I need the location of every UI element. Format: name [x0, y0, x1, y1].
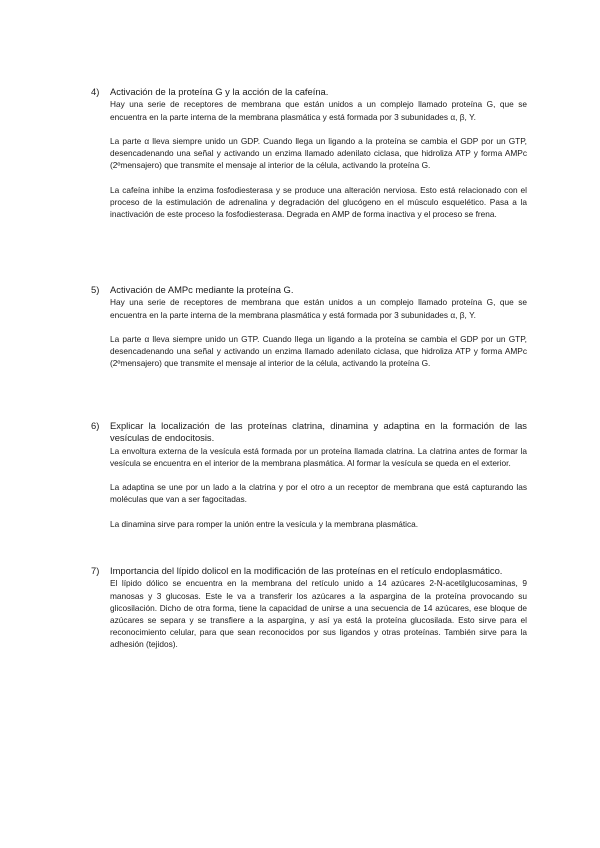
section-title: Activación de la proteína G y la acción de la cafeína. [110, 86, 329, 97]
section-heading [91, 86, 527, 98]
section-heading [91, 565, 527, 577]
section-heading [91, 420, 527, 445]
section-number: 4) [91, 86, 100, 97]
paragraph: La adaptina se une por un lado a la clatrina y por el otro a un receptor de membrana que está capturando las moléculas que van a ser fagocitadas. [110, 482, 527, 505]
section-title: Activación de AMPc mediante la proteína G. [110, 284, 294, 295]
section-6 [91, 420, 527, 530]
paragraph: Hay una serie de receptores de membrana que están unidos a un complejo llamado proteína G, que se encuentra en la parte interna de la membrana plasmática y está formada por 3 subunidades α, β, Y. [110, 99, 527, 122]
paragraph: La envoltura externa de la vesícula está formada por un proteína llamada clatrina. La clatrina antes de formar la vesícula se encuentra en el interior de la membrana plasmática. Al formar la vesícula se queda en el exterior. [110, 445, 527, 468]
paragraph: El lípido dólico se encuentra en la membrana del retículo unido a 14 azúcares 2-N-acetilglucosaminas, 9 manosas y 3 glucosas. Este le va a transferir los azúcares a la aspargina de la proteína provocando su glicosilación. Dicho de otra forma, tiene la capacidad de unirse a una secuencia de 14 azúcares, ese bloque de azúcares se separa y se transfiere a la aspargina, y así ya está la proteína glucosilada. Esto sirve para el reconocimiento celular, para que sean reconocidos por sus ligandos y otras proteínas. También sirve para la adhesión (tejidos). [110, 578, 527, 650]
section-number: 6) [91, 420, 100, 431]
section-5 [91, 284, 527, 370]
section-heading [91, 284, 527, 296]
paragraph: La dinamina sirve para romper la unión entre la vesícula y la membrana plasmática. [110, 518, 419, 529]
section-number: 7) [91, 565, 100, 576]
section-body [91, 577, 527, 650]
section-title: Explicar la localización de las proteínas clatrina, dinamina y adaptina en la formación de las vesículas de endocitosis. [110, 420, 527, 444]
section-7 [91, 565, 527, 651]
section-body [91, 445, 527, 530]
section-number: 5) [91, 284, 100, 295]
section-body [91, 98, 527, 220]
section-title: Importancia del lípido dolicol en la modificación de las proteínas en el retículo endoplasmático. [110, 565, 503, 576]
paragraph: La cafeína inhibe la enzima fosfodiesterasa y se produce una alteración nerviosa. Esto está relacionado con el proceso de la estimulación de adrenalina y degradación del glucógeno en el músculo esquelético. Pasa a la inactivación de este proceso la fosfodiesterasa. Degrada en AMP de forma inactiva y el proceso se frena. [110, 184, 527, 220]
paragraph: La parte α lleva siempre unido un GDP. Cuando llega un ligando a la proteína se cambia el GDP por un GTP, desencadenando una señal y activando un enzima llamado adenilato ciclasa, que hidroliza ATP y forma AMPc (2ºmensajero) que transmite el mensaje al interior de la célula, activando la proteína G. [110, 135, 527, 171]
section-4 [91, 86, 527, 220]
paragraph: Hay una serie de receptores de membrana que están unidos a un complejo llamado proteína G, que se encuentra en la parte interna de la membrana plasmática y está formada por 3 subunidades α, β, Y. [110, 297, 527, 320]
paragraph: La parte α lleva siempre unido un GTP. Cuando llega un ligando a la proteína se cambia el GDP por un GTP, desencadenando una señal y activando un enzima llamado adenilato ciclasa, que hidroliza ATP y forma AMPc (2ºmensajero) que transmite el mensaje al interior de la célula, activando la proteína G. [110, 333, 527, 369]
section-body [91, 296, 527, 369]
